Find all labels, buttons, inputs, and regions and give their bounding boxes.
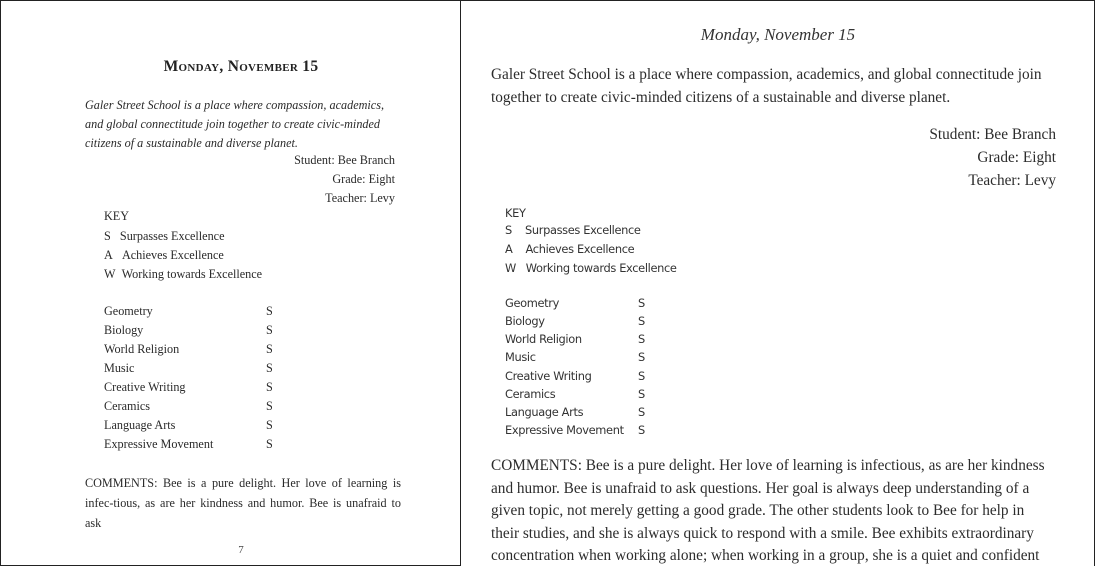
subject-grade: S <box>638 314 646 328</box>
subject-grade: S <box>638 369 646 383</box>
key-title: KEY <box>104 209 130 223</box>
grade-line: Grade: Eight <box>332 172 395 186</box>
comments: COMMENTS: Bee is a pure delight. Her love of learning is infectious, as are her kindness and humor. Bee is unafraid to ask questions. Her goal is always deep understanding of a given topic, not merely getting a good grade. The other students look to Bee for help in their studies, and she is always quick to respond with a smile. Bee exhibits extraordinary concentration when working alone; when working in a group, she is a quiet and confident <box>491 457 1045 564</box>
mission-statement: Galer Street School is a place where compassion, academics, and global connectitude join together to create civic-minded citizens of a sustainable and diverse planet. <box>85 98 384 150</box>
subject-grade: S <box>638 423 646 437</box>
subject-name: Biology <box>505 314 545 328</box>
subject-name: Creative Writing <box>505 369 592 383</box>
key-code: S <box>505 223 512 237</box>
subject-name: Geometry <box>505 296 559 310</box>
key-label: Working towards Excellence <box>121 267 263 281</box>
subject-grade: S <box>266 323 273 337</box>
key-code: A <box>104 248 113 262</box>
subject-grade: S <box>266 361 273 375</box>
key-title: KEY <box>505 206 526 220</box>
subject-grade: S <box>266 304 273 318</box>
subject-grade: S <box>266 437 273 451</box>
key-item <box>104 229 225 244</box>
subject-name: Language Arts <box>104 418 176 432</box>
key-item <box>505 223 641 237</box>
subject-name: World Religion <box>505 332 582 346</box>
report-date: Monday, November 15 <box>700 25 856 44</box>
teacher-line: Teacher: Levy <box>325 191 395 205</box>
subject-grade: S <box>266 418 273 432</box>
subject-name: Creative Writing <box>104 380 186 394</box>
page-number: 7 <box>238 544 244 556</box>
key-code: A <box>505 242 513 256</box>
student-line: Student: Bee Branch <box>294 153 395 167</box>
key-code: S <box>104 229 111 243</box>
key-item <box>505 261 677 275</box>
subject-grade: S <box>266 380 273 394</box>
subject-grade: S <box>266 342 273 356</box>
key-label: Surpasses Excellence <box>524 223 641 237</box>
subject-grade: S <box>638 387 646 401</box>
key-item <box>505 242 634 256</box>
key-item <box>104 248 224 263</box>
teacher-line: Teacher: Levy <box>968 172 1056 189</box>
comments: COMMENTS: Bee is a pure delight. Her love of learning is infec-tious, as are her kindness and humor. Bee is unafraid to ask <box>85 476 401 530</box>
subject-name: Music <box>104 361 135 375</box>
subject-grade: S <box>638 350 646 364</box>
subject-name: Biology <box>104 323 144 337</box>
subject-grade: S <box>638 296 646 310</box>
subject-name: Expressive Movement <box>104 437 214 451</box>
subject-name: Ceramics <box>104 399 151 413</box>
subject-name: Music <box>505 350 536 364</box>
key-code: W <box>505 261 516 275</box>
student-line: Student: Bee Branch <box>929 126 1056 143</box>
grade-line: Grade: Eight <box>977 149 1056 166</box>
key-item <box>104 267 262 282</box>
subject-name: Expressive Movement <box>505 423 624 437</box>
subject-name: Ceramics <box>505 387 556 401</box>
subject-name: World Religion <box>104 342 180 356</box>
subject-grade: S <box>638 332 646 346</box>
right-page <box>461 0 1095 566</box>
mission-statement: Galer Street School is a place where compassion, academics, and global connectitude join together to create civic-minded citizens of a sustainable and diverse planet. <box>491 66 1042 106</box>
report-date: Monday, November 15 <box>163 58 319 75</box>
left-page <box>0 0 461 566</box>
subject-grade: S <box>638 405 646 419</box>
subject-grade: S <box>266 399 273 413</box>
key-code: W <box>104 267 116 281</box>
subject-name: Geometry <box>104 304 153 318</box>
subject-name: Language Arts <box>505 405 584 419</box>
key-label: Achieves Excellence <box>525 242 635 256</box>
key-label: Surpasses Excellence <box>119 229 225 243</box>
key-label: Achieves Excellence <box>121 248 224 262</box>
key-label: Working towards Excellence <box>525 261 677 275</box>
